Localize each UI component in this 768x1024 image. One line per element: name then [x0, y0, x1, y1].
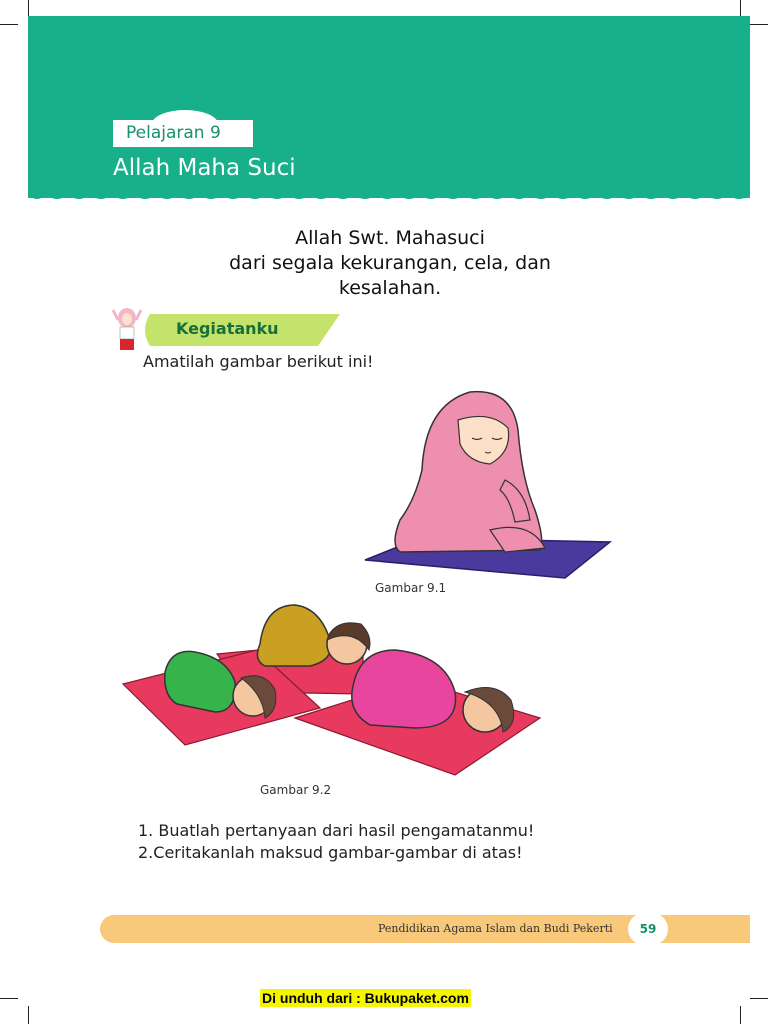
activity-instruction: Amatilah gambar berikut ini!	[143, 352, 374, 371]
crop-mark	[0, 24, 18, 25]
crop-mark	[0, 998, 18, 999]
header-scallop-edge	[28, 180, 750, 210]
crop-mark	[28, 1006, 29, 1024]
girl-mascot-icon	[110, 306, 144, 352]
crop-mark	[750, 998, 768, 999]
intro-statement	[180, 226, 600, 301]
intro-line: dari segala kekurangan, cela, dan	[229, 252, 551, 274]
lesson-title: Allah Maha Suci	[113, 155, 296, 181]
figure-9-1-caption: Gambar 9.1	[375, 581, 447, 595]
crop-mark	[28, 0, 29, 16]
question-item: 1. Buatlah pertanyaan dari hasil pengamatanmu!	[138, 821, 535, 840]
page-number: 59	[639, 922, 657, 936]
crop-mark	[740, 0, 741, 16]
footer-book-title: Pendidikan Agama Islam dan Budi Pekerti	[378, 922, 613, 935]
question-item: 2.Ceritakanlah maksud gambar-gambar di atas!	[138, 843, 523, 862]
activity-label: Kegiatanku	[176, 319, 279, 338]
figure-9-1-illustration	[340, 380, 615, 580]
figure-9-2-illustration	[115, 600, 545, 778]
lesson-label: Pelajaran 9	[126, 123, 221, 143]
intro-line: kesalahan.	[338, 277, 442, 299]
intro-line: Allah Swt. Mahasuci	[295, 227, 485, 249]
download-source-note: Di unduh dari : Bukupaket.com	[262, 990, 469, 1006]
crop-mark	[740, 1006, 741, 1024]
question-list	[138, 820, 534, 864]
figure-9-2-caption: Gambar 9.2	[260, 783, 332, 797]
crop-mark	[750, 24, 768, 25]
